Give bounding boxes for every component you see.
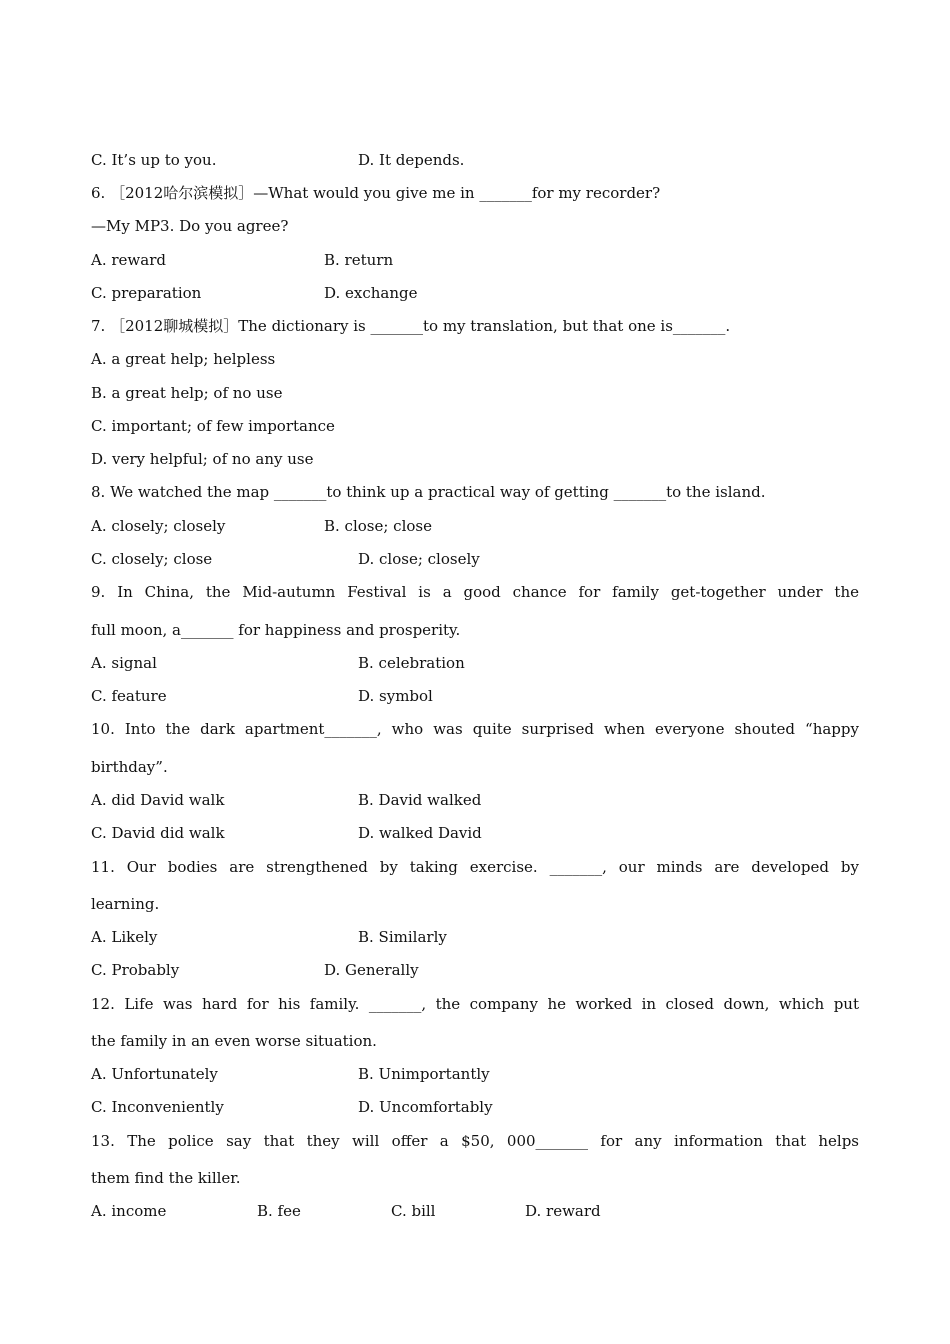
q9-stem-2: full moon, a_______ for happiness and prosperity. [91,621,461,639]
q11-stem-2: learning. [91,895,160,913]
q6-option-d: D. exchange [324,284,418,302]
q9-option-c: C. feature [91,687,167,705]
q12-option-a: A. Unfortunately [91,1065,218,1083]
q5-option-d: D. It depends. [358,151,465,169]
q12-stem: 12. Life was hard for his family. _______, the company he worked in closed down, which put [91,995,859,1013]
q5-option-c: C. It’s up to you. [91,151,217,169]
q13-stem: 13. The police say that they will offer a $50, 000_______ for any information that helps [91,1132,859,1150]
q9-option-b: B. celebration [358,654,465,672]
q13-option-d: D. reward [525,1202,601,1220]
q10-option-b: B. David walked [358,791,482,809]
q10-option-c: C. David did walk [91,824,225,842]
q11-option-a: A. Likely [91,928,158,946]
q11-option-d: D. Generally [324,961,419,979]
q9-option-a: A. signal [91,654,157,672]
q13-option-b: B. fee [257,1202,301,1220]
q12-stem-2: the family in an even worse situation. [91,1032,377,1050]
q13-option-a: A. income [91,1202,167,1220]
q7-stem: 7. ［2012聊城模拟］The dictionary is _______to my translation, but that one is_______. [91,317,731,335]
q7-option-a: A. a great help; helpless [91,350,276,368]
q6-option-a: A. reward [91,251,166,269]
q8-option-b: B. close; close [324,517,432,535]
q13-option-c: C. bill [391,1202,436,1220]
q7-option-c: C. important; of few importance [91,417,335,435]
q10-option-a: A. did David walk [91,791,225,809]
q7-option-d: D. very helpful; of no any use [91,450,314,468]
q11-option-b: B. Similarly [358,928,447,946]
q12-option-b: B. Unimportantly [358,1065,490,1083]
q6-stem: 6. ［2012哈尔滨模拟］—What would you give me in _______for my recorder? [91,184,661,202]
q12-option-d: D. Uncomfortably [358,1098,493,1116]
q10-stem: 10. Into the dark apartment_______, who was quite surprised when everyone shouted “happy [91,720,859,738]
q9-option-d: D. symbol [358,687,433,705]
q7-option-b: B. a great help; of no use [91,384,283,402]
q9-stem: 9. In China, the Mid-autumn Festival is a good chance for family get-together under the [91,583,859,601]
q13-stem-2: them find the killer. [91,1169,241,1187]
q6-option-b: B. return [324,251,394,269]
q6-option-c: C. preparation [91,284,202,302]
q8-option-a: A. closely; closely [91,517,226,535]
q12-option-c: C. Inconveniently [91,1098,224,1116]
q10-stem-2: birthday”. [91,758,168,776]
q8-option-c: C. closely; close [91,550,213,568]
q10-option-d: D. walked David [358,824,482,842]
q11-stem: 11. Our bodies are strengthened by taking exercise. _______, our minds are developed by [91,858,859,876]
q8-stem: 8. We watched the map _______to think up a practical way of getting _______to the island. [91,483,766,501]
q11-option-c: C. Probably [91,961,180,979]
q8-option-d: D. close; closely [358,550,480,568]
q6-stem-2: —My MP3. Do you agree? [91,217,289,235]
